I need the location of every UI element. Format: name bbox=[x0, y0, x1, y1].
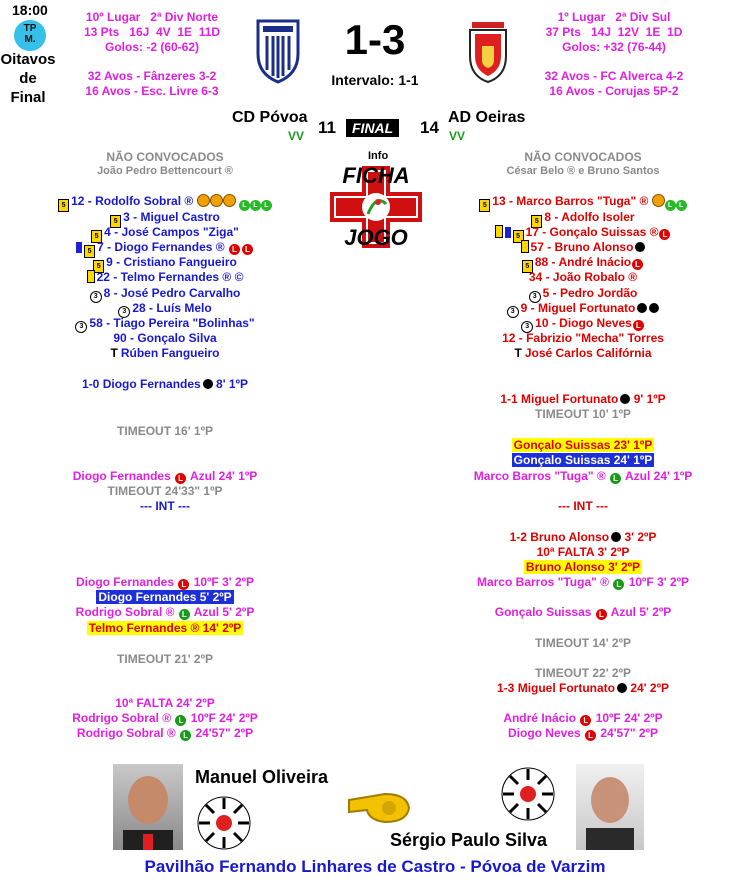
event-foul-count: 10ª FALTA 24' 2ºP bbox=[115, 696, 215, 710]
goal-ball-icon bbox=[617, 683, 627, 693]
event-card: Diogo Fernandes L Azul 24' 1ºP bbox=[72, 469, 258, 483]
player-name: 22 - Telmo Fernandes ® © bbox=[96, 270, 244, 284]
away-stats-line: 1º Lugar 2ª Div Sul bbox=[557, 10, 671, 24]
home-player-row bbox=[0, 331, 330, 345]
kickoff-time: 18:00 bbox=[12, 2, 48, 18]
home-not-called: João Pedro Bettencourt ® bbox=[97, 165, 233, 177]
player-name: 8 - Adolfo Isoler bbox=[544, 210, 635, 224]
referee-2-name: Sérgio Paulo Silva bbox=[390, 830, 548, 850]
green-l-icon: L bbox=[239, 200, 250, 211]
player-name: 88 - André Inácio bbox=[534, 255, 632, 269]
goal-medal-icon bbox=[652, 194, 665, 207]
event-highlight: Telmo Fernandes ® 14' 2ºP bbox=[88, 621, 242, 635]
player-name: 9 - Miguel Fortunato bbox=[520, 301, 636, 315]
home-fouls: 11 bbox=[318, 118, 336, 137]
coach-name: José Carlos Califórnia bbox=[524, 346, 652, 360]
event-timeout: TIMEOUT 21' 2ºP bbox=[117, 652, 213, 666]
green-l-icon: L bbox=[613, 579, 624, 590]
green-l-icon: L bbox=[665, 200, 676, 211]
player-name: 10 - Diogo Neves bbox=[535, 316, 632, 330]
number-circle-icon: 3 bbox=[507, 306, 519, 318]
away-stats bbox=[524, 10, 704, 55]
home-crest bbox=[255, 18, 301, 84]
red-l-icon: L bbox=[178, 579, 189, 590]
away-previous-line: 16 Avos - Corujas 5P-2 bbox=[549, 84, 679, 98]
home-stats-line: 13 Pts 16J 4V 1E 11D bbox=[83, 25, 221, 39]
person-avatar-icon bbox=[113, 764, 183, 850]
red-l-icon: L bbox=[585, 730, 596, 741]
home-form: VV bbox=[288, 129, 305, 143]
yellow-bar-icon bbox=[87, 270, 95, 283]
home-stats-line: Golos: -2 (60-62) bbox=[104, 40, 200, 54]
final-score: 1-3 bbox=[344, 16, 406, 63]
yellow-bar-icon bbox=[495, 225, 503, 238]
green-l-icon: L bbox=[180, 730, 191, 741]
event-highlight: Bruno Alonso 3' 2ºP bbox=[525, 560, 641, 574]
player-name: 5 - Pedro Jordão bbox=[542, 286, 638, 300]
goal-ball-icon bbox=[637, 303, 647, 313]
green-l-icon: L bbox=[179, 609, 190, 620]
player-name: 4 - José Campos "Ziga" bbox=[104, 225, 239, 239]
player-name: 34 - João Robalo ® bbox=[528, 270, 638, 284]
player-name: 58 - Tiago Pereira "Bolinhas" bbox=[89, 316, 255, 330]
event-goal: 1-0 Diogo Fernandes 8' 1ºP bbox=[82, 377, 248, 391]
event-foul: André Inácio L 10ºF 24' 2ºP bbox=[503, 711, 663, 725]
away-stats-line: Golos: +32 (76-44) bbox=[562, 40, 666, 54]
person-avatar-icon bbox=[576, 764, 644, 850]
player-name: 3 - Miguel Castro bbox=[123, 210, 220, 224]
away-fouls: 14 bbox=[420, 118, 439, 137]
number-circle-icon: 3 bbox=[118, 306, 130, 318]
goal-medal-icon bbox=[197, 194, 210, 207]
ficha-bottom-text: JOGO bbox=[344, 225, 408, 250]
player-name: 90 - Gonçalo Silva bbox=[113, 331, 217, 345]
yellow-card-icon: 5 bbox=[91, 230, 102, 243]
home-coach-row bbox=[0, 346, 330, 360]
yellow-card-icon: 5 bbox=[84, 245, 95, 258]
number-circle-icon: 3 bbox=[75, 321, 87, 333]
final-badge: FINAL bbox=[346, 119, 399, 137]
home-previous-line: 16 Avos - Esc. Livre 6-3 bbox=[85, 84, 219, 98]
event-timeout: TIMEOUT 10' 1ºP bbox=[535, 407, 631, 421]
player-name: 28 - Luís Melo bbox=[132, 301, 212, 315]
away-coach-row bbox=[418, 346, 748, 360]
red-l-icon: L bbox=[242, 244, 253, 255]
event-timeout: TIMEOUT 22' 2ºP bbox=[535, 666, 631, 680]
yellow-card-icon: 5 bbox=[531, 215, 542, 228]
round-line-3: Final bbox=[10, 89, 46, 106]
player-name: 57 - Bruno Alonso bbox=[530, 240, 634, 254]
red-l-icon: L bbox=[175, 473, 186, 484]
number-circle-icon: 3 bbox=[529, 291, 541, 303]
event-card: Rodrigo Sobral ® L 24'57" 2ºP bbox=[76, 726, 254, 740]
event-timeout: TIMEOUT 24'33" 1ºP bbox=[107, 484, 223, 498]
round-label bbox=[0, 50, 56, 107]
yellow-card-icon: 5 bbox=[513, 230, 524, 243]
ficha-top-text: FICHA bbox=[342, 163, 410, 188]
number-circle-icon: 3 bbox=[521, 321, 533, 333]
away-team-name: AD Oeiras bbox=[448, 109, 526, 126]
yellow-card-icon: 5 bbox=[522, 260, 533, 273]
away-crest-icon bbox=[466, 16, 510, 84]
event-timeout: TIMEOUT 14' 2ºP bbox=[535, 636, 631, 650]
yellow-card-icon: 5 bbox=[479, 199, 490, 212]
home-crest-icon bbox=[255, 18, 301, 84]
event-goal: 1-3 Miguel Fortunato 24' 2ºP bbox=[497, 681, 669, 695]
green-l-icon: L bbox=[250, 200, 261, 211]
player-name: 8 - José Pedro Carvalho bbox=[103, 286, 241, 300]
away-previous bbox=[524, 69, 704, 99]
home-stats bbox=[62, 10, 242, 55]
event-foul: Marco Barros "Tuga" ® L 10ºF 3' 2ºP bbox=[476, 575, 690, 589]
event-foul-count: 10ª FALTA 3' 2ºP bbox=[536, 545, 630, 559]
goal-medal-icon bbox=[210, 194, 223, 207]
away-not-called-title: NÃO CONVOCADOS bbox=[524, 150, 642, 164]
red-l-icon: L bbox=[596, 609, 607, 620]
away-stats-line: 37 Pts 14J 12V 1E 1D bbox=[545, 25, 683, 39]
player-name: 7 - Diogo Fernandes ® bbox=[97, 240, 225, 254]
home-player-row bbox=[0, 270, 330, 284]
event-card: Diogo Neves L 24'57" 2ºP bbox=[507, 726, 658, 740]
red-l-icon: L bbox=[632, 259, 643, 270]
player-name: 13 - Marco Barros "Tuga" ® bbox=[492, 194, 649, 208]
referee-2-photo bbox=[576, 764, 644, 850]
yellow-bar-icon bbox=[521, 240, 529, 253]
player-name: 12 - Fabrizio "Mecha" Torres bbox=[502, 331, 664, 345]
round-line-2: de bbox=[19, 70, 37, 87]
coach-icon: T bbox=[514, 346, 522, 360]
yellow-card-icon: 5 bbox=[110, 215, 121, 228]
number-circle-icon: 3 bbox=[90, 291, 102, 303]
green-l-icon: L bbox=[676, 200, 687, 211]
red-l-icon: L bbox=[580, 715, 591, 726]
event-foul: Diogo Fernandes L 10ºF 3' 2ºP bbox=[75, 575, 255, 589]
player-name: 9 - Cristiano Fangueiro bbox=[106, 255, 237, 269]
referee-association-icon bbox=[196, 795, 252, 851]
event-goal: 1-1 Miguel Fortunato 9' 1ºP bbox=[500, 392, 666, 406]
referee-association-icon bbox=[500, 766, 556, 822]
event-highlight: Gonçalo Suissas 24' 1ºP bbox=[513, 453, 653, 467]
blue-card-icon bbox=[505, 227, 511, 238]
referee-badge-1 bbox=[196, 795, 252, 851]
event-goal: 1-2 Bruno Alonso 3' 2ºP bbox=[509, 530, 657, 544]
goal-medal-icon bbox=[223, 194, 236, 207]
referee-badge-2 bbox=[500, 766, 556, 822]
event-card: Marco Barros "Tuga" ® L Azul 24' 1ºP bbox=[473, 469, 693, 483]
event-card: Gonçalo Suissas L Azul 5' 2ºP bbox=[494, 605, 672, 619]
event-foul: Rodrigo Sobral ® L 10ºF 24' 2ºP bbox=[72, 711, 258, 725]
coach-icon: T bbox=[110, 346, 118, 360]
event-highlight: Diogo Fernandes 5' 2ºP bbox=[98, 590, 232, 604]
whistle-icon bbox=[345, 790, 415, 826]
ficha-jogo-logo[interactable] bbox=[328, 164, 424, 250]
goal-ball-icon bbox=[635, 242, 645, 252]
away-player-row bbox=[418, 331, 748, 345]
event-card: Rodrigo Sobral ® L Azul 5' 2ºP bbox=[75, 605, 255, 619]
green-l-icon: L bbox=[175, 715, 186, 726]
green-l-icon: L bbox=[261, 200, 272, 211]
home-team-name: CD Póvoa bbox=[232, 109, 308, 126]
away-previous-line: 32 Avos - FC Alverca 4-2 bbox=[544, 69, 684, 83]
blue-card-icon bbox=[76, 242, 82, 253]
player-name: 17 - Gonçalo Suissas ® bbox=[525, 225, 659, 239]
home-not-called-title: NÃO CONVOCADOS bbox=[106, 150, 224, 164]
coach-name: Rúben Fangueiro bbox=[120, 346, 220, 360]
red-l-icon: L bbox=[633, 320, 644, 331]
home-stats-line: 10º Lugar 2ª Div Norte bbox=[85, 10, 219, 24]
goal-ball-icon bbox=[649, 303, 659, 313]
event-interval: --- INT --- bbox=[140, 499, 190, 513]
event-interval: --- INT --- bbox=[558, 499, 608, 513]
info-label[interactable]: Info bbox=[368, 150, 389, 162]
away-form: VV bbox=[449, 129, 466, 143]
referee-1-name: Manuel Oliveira bbox=[195, 767, 329, 787]
round-line-1: Oitavos bbox=[0, 51, 56, 68]
event-timeout: TIMEOUT 16' 1ºP bbox=[117, 424, 213, 438]
tpm-logo: TP M. bbox=[14, 20, 46, 51]
referee-1-photo bbox=[113, 764, 183, 850]
away-player-row bbox=[418, 240, 748, 254]
away-not-called: César Belo ® e Bruno Santos bbox=[506, 165, 660, 177]
away-crest bbox=[466, 16, 510, 84]
goal-ball-icon bbox=[203, 379, 213, 389]
yellow-card-icon: 5 bbox=[93, 260, 104, 273]
yellow-card-icon: 5 bbox=[58, 199, 69, 212]
event-highlight: Gonçalo Suissas 23' 1ºP bbox=[513, 438, 653, 452]
red-l-icon: L bbox=[229, 244, 240, 255]
player-name: 12 - Rodolfo Sobral ® bbox=[71, 194, 194, 208]
away-player-row bbox=[418, 270, 748, 284]
halftime-score: Intervalo: 1-1 bbox=[331, 72, 419, 88]
home-previous bbox=[62, 69, 242, 99]
goal-ball-icon bbox=[620, 394, 630, 404]
goal-ball-icon bbox=[611, 532, 621, 542]
green-l-icon: L bbox=[610, 473, 621, 484]
venue-name: Pavilhão Fernando Linhares de Castro - Póvoa de Varzim bbox=[144, 857, 606, 876]
red-l-icon: L bbox=[659, 229, 670, 240]
home-previous-line: 32 Avos - Fânzeres 3-2 bbox=[87, 69, 217, 83]
